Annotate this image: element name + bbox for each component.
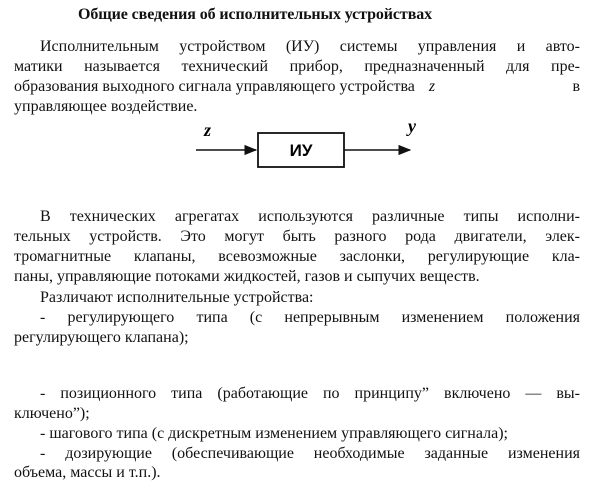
item-2-line-2: ключено”);	[14, 405, 90, 422]
item-1-line-1: - регулирующего типа (с непрерывным изменением положения	[40, 309, 580, 326]
body-line-3: тромагнитные клапаны, всевозможные заслонки, регулирующие кла-	[14, 248, 580, 265]
types-intro: Различают исполнительные устройства:	[40, 289, 314, 306]
item-4-line-2: объема, массы и т.п.).	[14, 464, 161, 481]
intro-word-in: в	[572, 78, 580, 95]
intro-line-1: Исполнительным устройством (ИУ) системы управления и авто-	[40, 38, 580, 55]
intro-line-4: управляющее воздействие.	[14, 98, 198, 115]
diagram-output-label: y	[408, 118, 416, 136]
block-diagram	[190, 118, 430, 178]
intro-var-z: z	[428, 78, 436, 95]
item-1-line-2: регулирующего клапана);	[14, 329, 189, 346]
diagram-input-label: z	[204, 120, 212, 140]
iu-block-label: ИУ	[289, 141, 313, 160]
intro-line-3-text: образования выходного сигнала управляющего устройства	[14, 78, 415, 95]
intro-line-3	[14, 78, 580, 96]
intro-line-2: матики называется технический прибор, предназначенный для пре-	[14, 58, 580, 75]
item-4-line-1: - дозирующие (обеспечивающие необходимые заданные изменения	[40, 445, 580, 462]
item-3: - шагового типа (с дискретным изменением управляющего сигнала);	[40, 425, 508, 442]
item-2-line-1: - позиционного типа (работающие по принципу” включено — вы-	[40, 385, 580, 402]
body-line-4: паны, управляющие потоками жидкостей, газов и сыпучих веществ.	[14, 268, 480, 285]
section-title: Общие сведения об исполнительных устройствах	[78, 6, 433, 23]
body-line-2: тельных устройств. Это могут быть разного рода двигатели, элек-	[14, 228, 580, 245]
body-line-1: В технических агрегатах используются различные типы исполни-	[40, 208, 580, 225]
